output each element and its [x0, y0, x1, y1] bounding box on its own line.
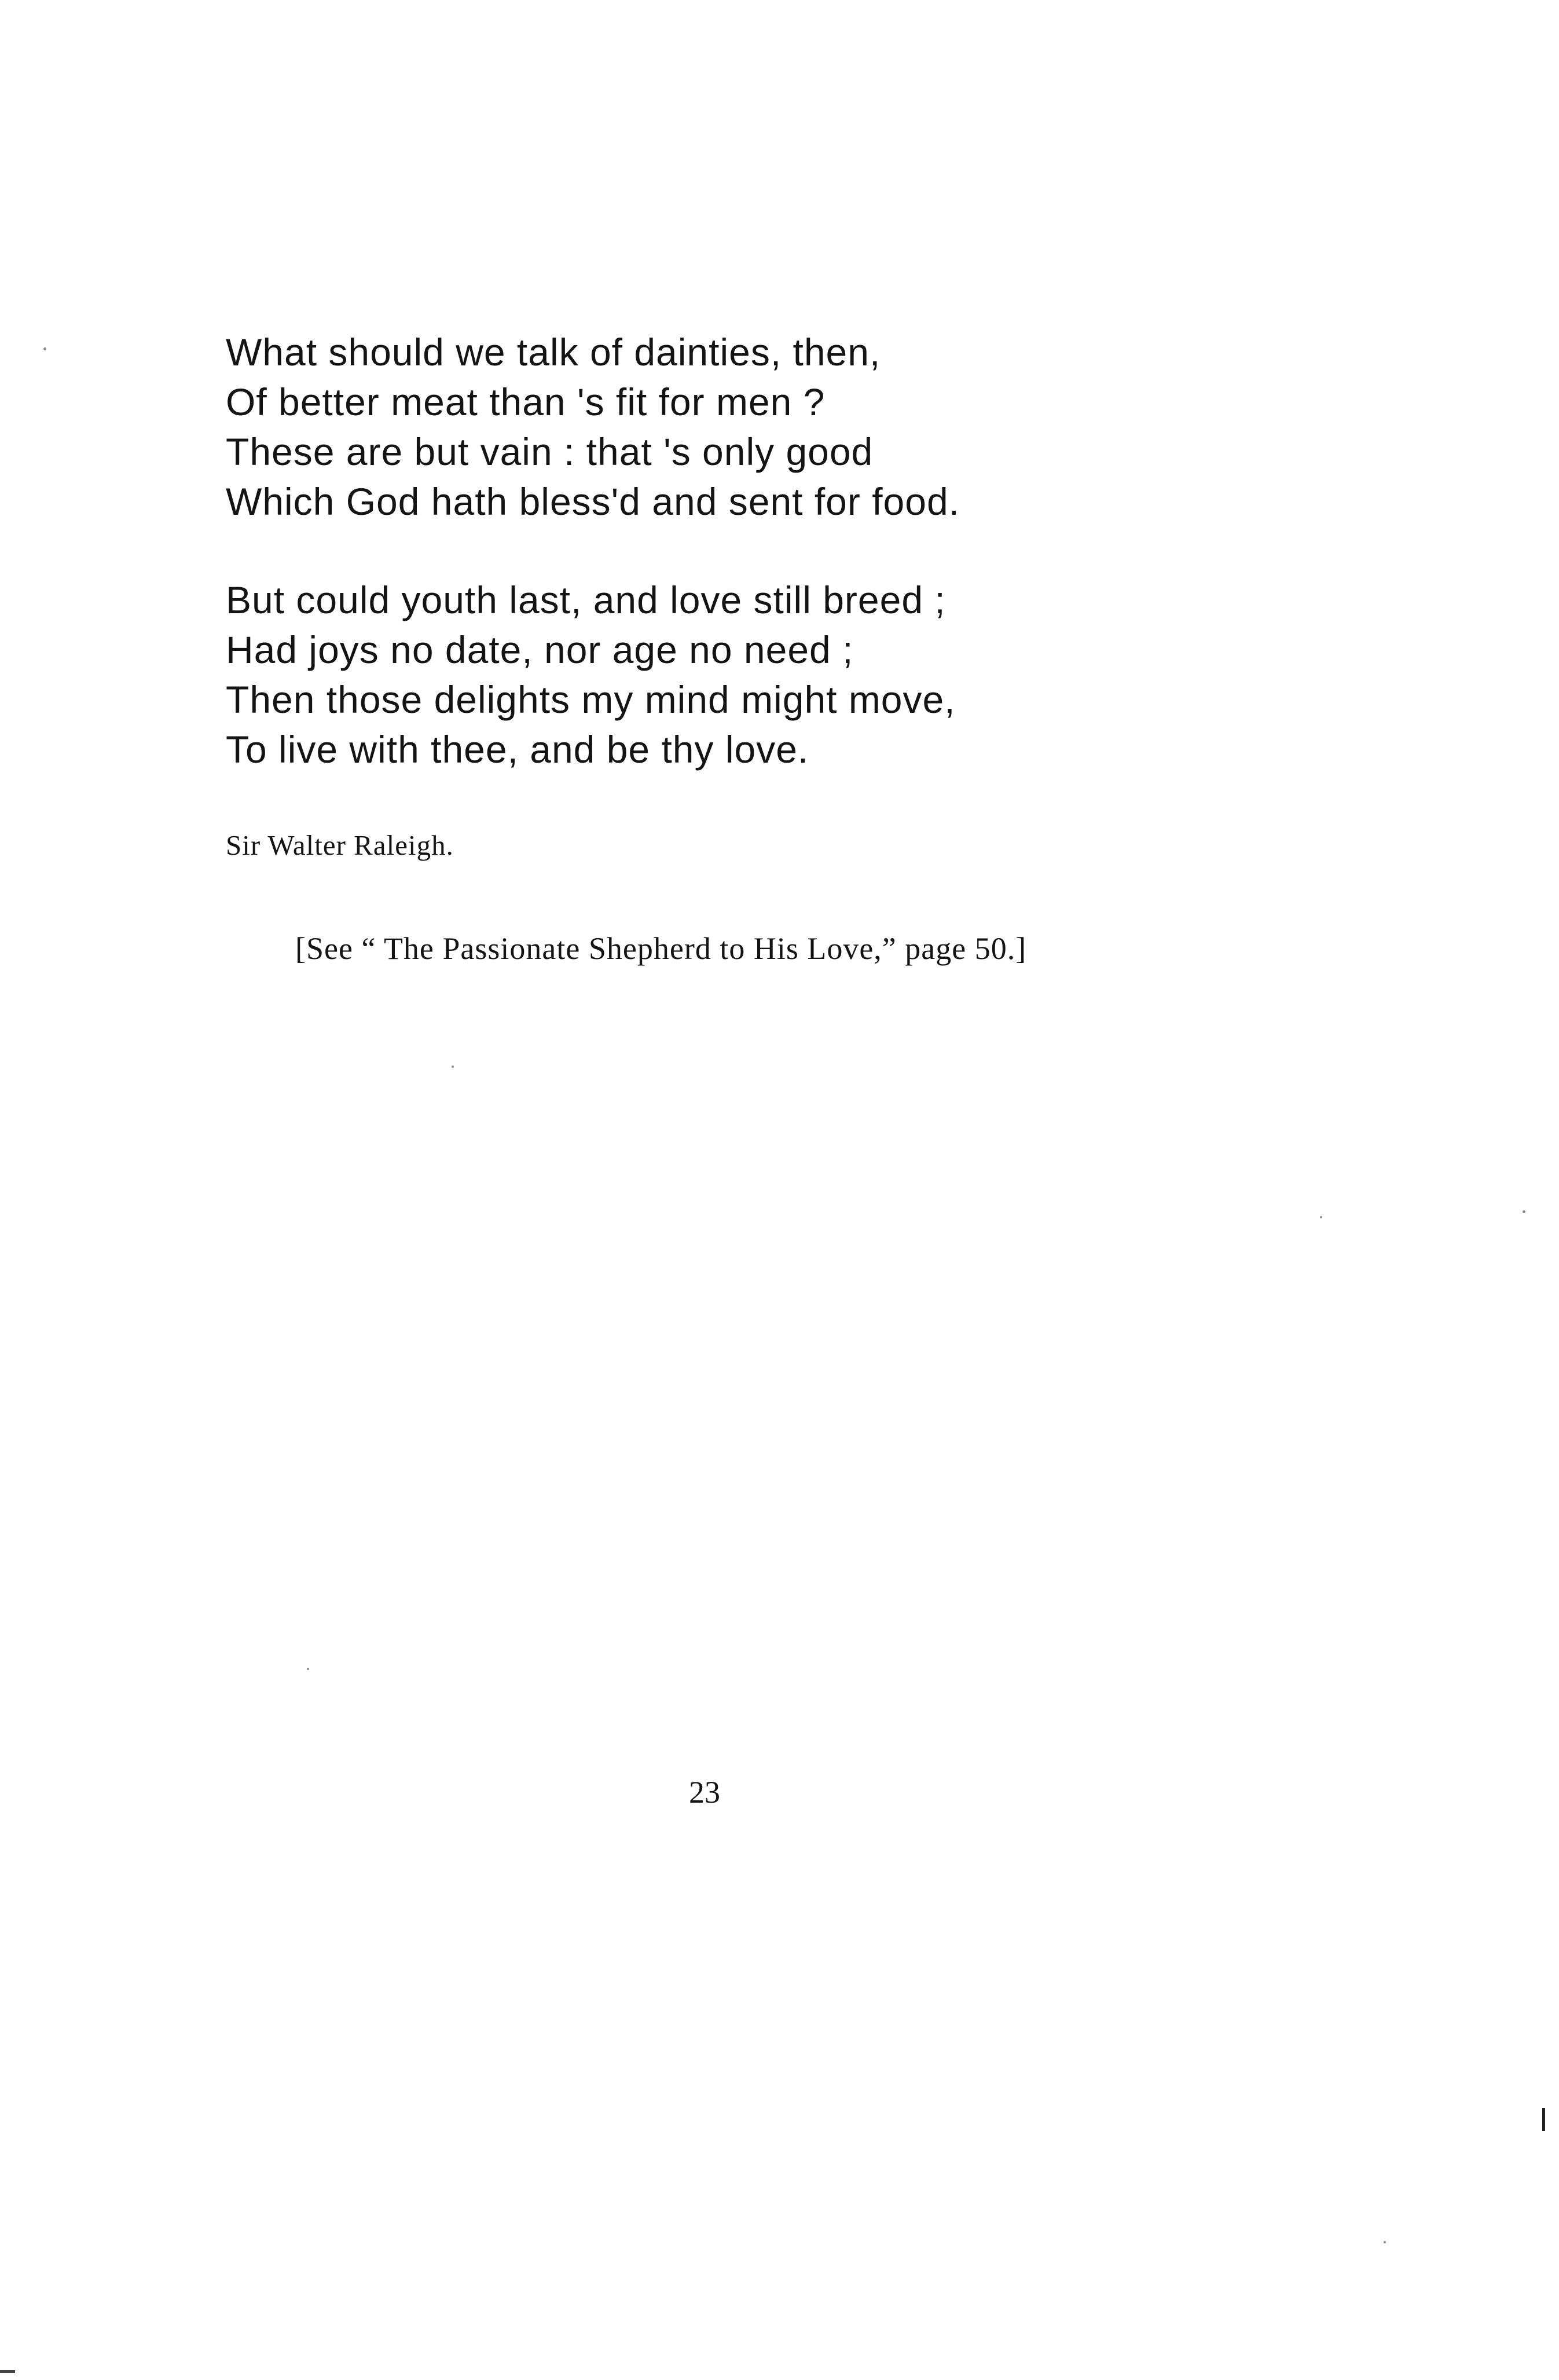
stanza-1 [226, 327, 1268, 526]
scan-speck [307, 1668, 309, 1670]
cross-reference-note: [See “ The Passionate Shepherd to His Love,” page 50.] [295, 931, 1027, 966]
scan-corner-mark [0, 2370, 15, 2373]
scan-edge-mark [1542, 2108, 1545, 2131]
poem-line: To live with thee, and be thy love. [226, 728, 809, 771]
scan-speck [43, 347, 46, 350]
poem-line: Then those delights my mind might move, [226, 678, 956, 721]
poem-line: Of better meat than 's fit for men ? [226, 380, 826, 423]
poem-line: But could youth last, and love still breed ; [226, 578, 946, 621]
scan-speck [1523, 1210, 1525, 1213]
page-number: 23 [689, 1775, 720, 1810]
scan-speck [1320, 1216, 1322, 1218]
author-attribution: Sir Walter Raleigh. [226, 829, 454, 861]
poem-line: What should we talk of dainties, then, [226, 331, 881, 374]
poem-line: These are but vain : that 's only good [226, 430, 874, 473]
poem-line: Had joys no date, nor age no need ; [226, 628, 854, 671]
poem-line: Which God hath bless'd and sent for food. [226, 480, 960, 523]
scan-speck [452, 1065, 454, 1068]
scan-speck [1384, 2241, 1386, 2243]
poem [226, 327, 1268, 774]
stanza-2 [226, 575, 1268, 774]
